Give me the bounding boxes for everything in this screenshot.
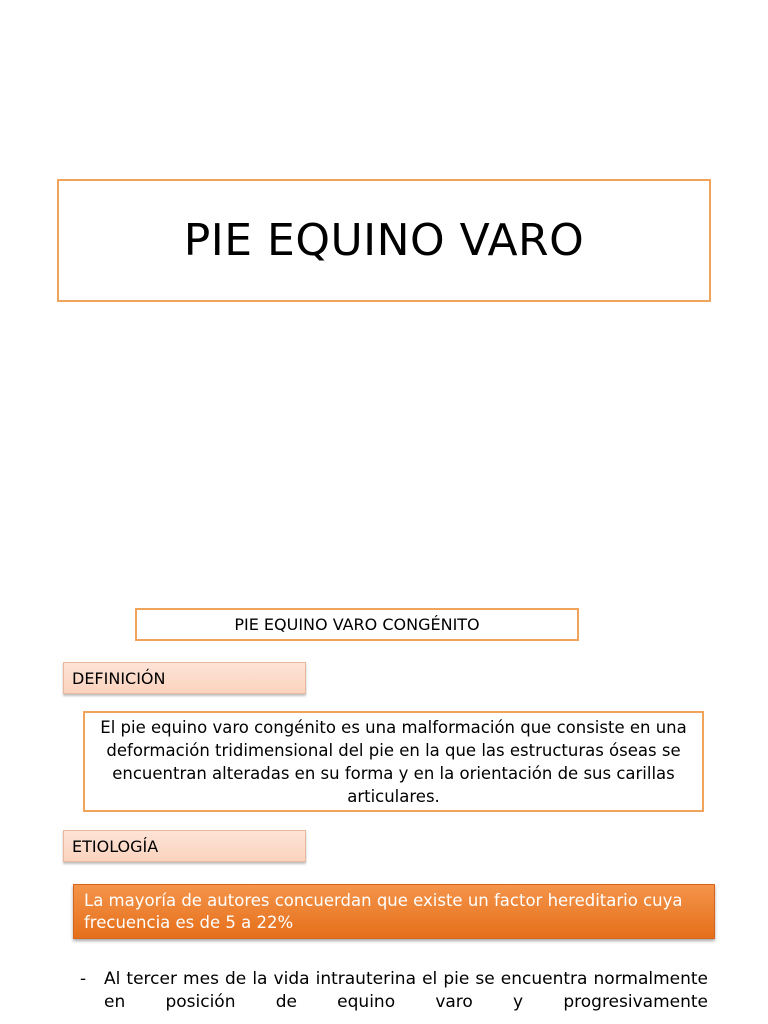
slide-subtitle-box [135, 608, 579, 641]
etiology-label [63, 830, 306, 862]
bullet-marker: - [80, 969, 87, 989]
slide-subtitle: PIE EQUINO VARO CONGÉNITO [234, 615, 480, 634]
slide-title-box [57, 179, 711, 302]
definition-text: El pie equino varo congénito es una malformación que consiste en una deformación tridimensional del pie en la que las estructuras óseas se encuentran alteradas en su forma y en la orientación de sus carillas articulares. [100, 717, 687, 806]
slide-title: PIE EQUINO VARO [183, 215, 585, 266]
definition-box [83, 711, 704, 812]
etiology-label-text: ETIOLOGÍA [72, 836, 159, 856]
definition-label-text: DEFINICIÓN [72, 668, 166, 688]
bullet-text: Al tercer mes de la vida intrauterina el pie se encuentra normalmente en posición de equino varo y progresivamente [104, 969, 708, 1012]
list-item [80, 968, 708, 1014]
etiology-bullet-list [80, 968, 708, 1014]
etiology-highlight-text: La mayoría de autores concuerdan que existe un factor hereditario cuya frecuencia es de 5 a 22% [84, 891, 683, 932]
definition-label [63, 662, 306, 694]
etiology-highlight-box [73, 884, 715, 939]
